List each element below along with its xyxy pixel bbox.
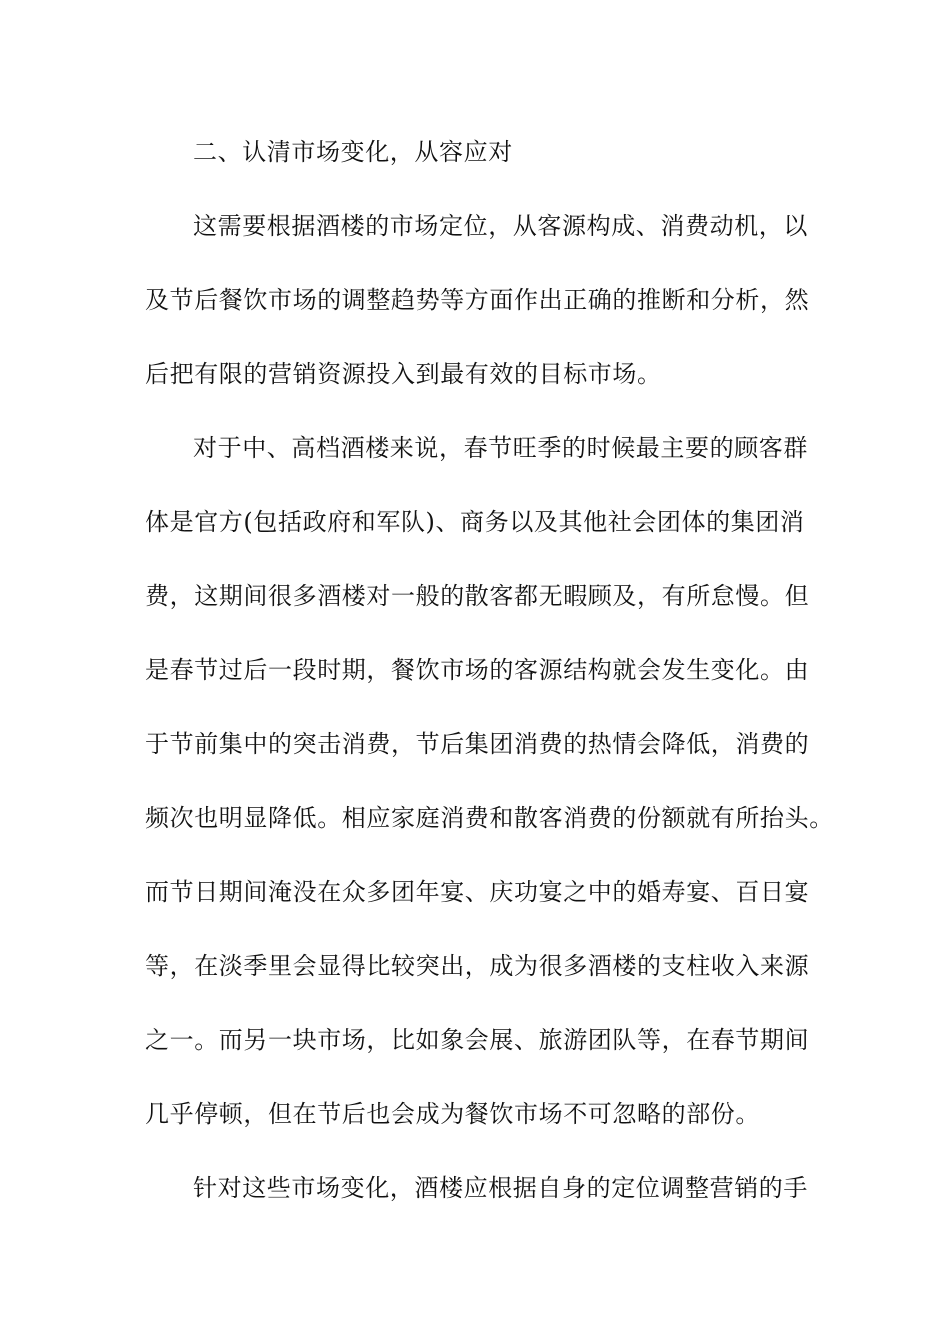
paragraph-line: 费，这期间很多酒楼对一般的散客都无暇顾及，有所怠慢。但: [145, 582, 810, 610]
paragraph-line: 针对这些市场变化，酒楼应根据自身的定位调整营销的手: [193, 1174, 808, 1202]
section-heading: 二、认清市场变化，从容应对: [193, 138, 513, 166]
paragraph-line: 频次也明显降低。相应家庭消费和散客消费的份额就有所抬头。: [145, 804, 834, 832]
paragraph-line: 及节后餐饮市场的调整趋势等方面作出正确的推断和分析，然: [145, 286, 810, 314]
paragraph-line: 等，在淡季里会显得比较突出，成为很多酒楼的支柱收入来源: [145, 952, 810, 980]
paragraph-line: 后把有限的营销资源投入到最有效的目标市场。: [145, 360, 662, 388]
paragraph-line: 体是官方(包括政府和军队)、商务以及其他社会团体的集团消: [145, 508, 805, 536]
paragraph-line: 几乎停顿，但在节后也会成为餐饮市场不可忽略的部份。: [145, 1100, 760, 1128]
paragraph-line: 之一。而另一块市场，比如象会展、旅游团队等，在春节期间: [145, 1026, 810, 1054]
paragraph-line: 于节前集中的突击消费，节后集团消费的热情会降低，消费的: [145, 730, 810, 758]
paragraph-line: 对于中、高档酒楼来说，春节旺季的时候最主要的顾客群: [193, 434, 808, 462]
paragraph-line: 这需要根据酒楼的市场定位，从客源构成、消费动机，以: [193, 212, 808, 240]
paragraph-line: 而节日期间淹没在众多团年宴、庆功宴之中的婚寿宴、百日宴: [145, 878, 810, 906]
paragraph-line: 是春节过后一段时期，餐饮市场的客源结构就会发生变化。由: [145, 656, 810, 684]
